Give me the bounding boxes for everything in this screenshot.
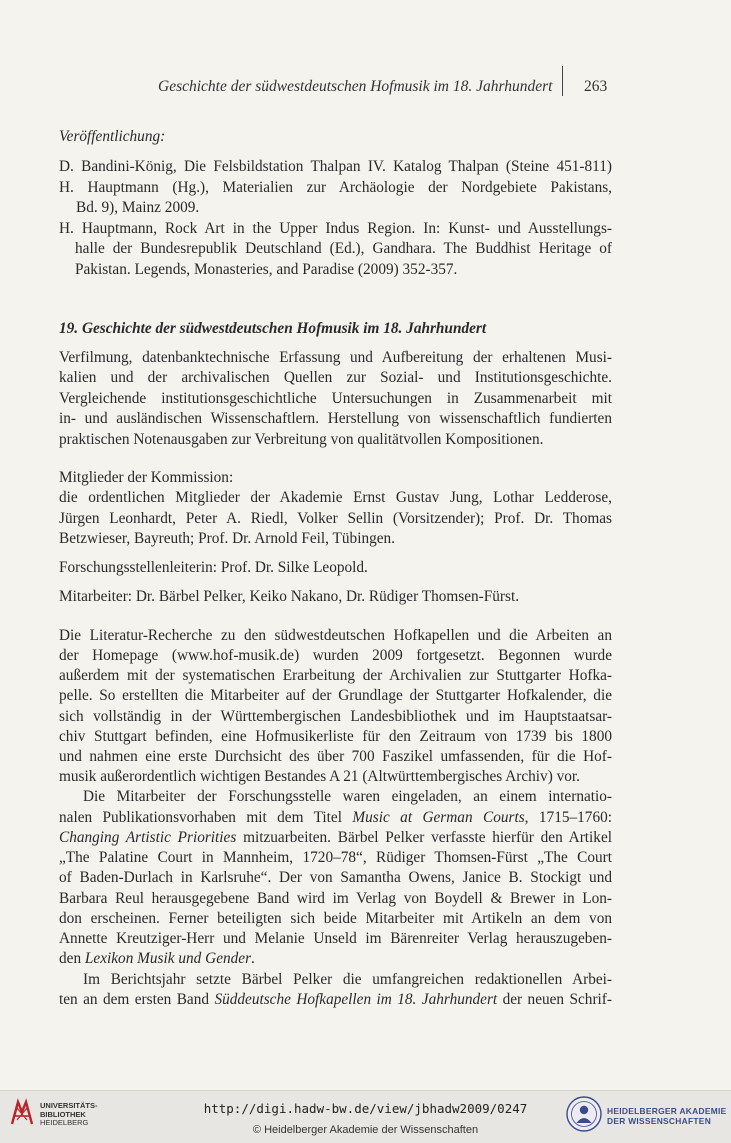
report-line: musik außerordentlich wichtigen Bestandes A 21 (Altwürttembergisches Archiv) vor. bbox=[59, 768, 580, 785]
report-line: und nahmen eine erste Durchsicht des über 700 Faszikel umfassenden, für die Hof- bbox=[59, 748, 612, 765]
description-line: kalien und der archivalischen Quellen zur Sozial- und Institutionsgeschichte. bbox=[59, 369, 612, 386]
publication-line: Pakistan. Legends, Monasteries, and Paradise (2009) 352-357. bbox=[75, 261, 458, 278]
report-line: Changing Artistic Priorities mitzuarbeiten. Bärbel Pelker verfasste hierfür den Artikel bbox=[59, 829, 613, 846]
report-line: „The Palatine Court in Mannheim, 1720–78“, Rüdiger Thomsen-Fürst „The Court bbox=[59, 849, 612, 866]
copyright-notice: © Heidelberger Akademie der Wissenschaften bbox=[252, 1124, 479, 1136]
research-lead: Forschungsstellenleiterin: Prof. Dr. Silke Leopold. bbox=[59, 559, 368, 576]
report-line: of Baden-Durlach in Karlsruhe“. Der von Samantha Owens, Janice B. Stockigt und bbox=[59, 869, 612, 886]
commission-line: Betzwieser, Bayreuth; Prof. Dr. Arnold Feil, Tübingen. bbox=[59, 530, 396, 547]
description-line: in- und ausländischen Wissenschaftlern. Herstellung von wissenschaftlich fundierten bbox=[59, 410, 612, 427]
report-line: Die Literatur-Recherche zu den südwestdeutschen Hofkapellen und die Arbeiten an bbox=[59, 627, 612, 644]
running-title: Geschichte der südwestdeutschen Hofmusik im 18. Jahrhundert bbox=[158, 78, 553, 95]
report-line: pelle. So erstellten die Mitarbeiter auf der Grundlage der Stuttgarter Hofkalender, die bbox=[59, 687, 612, 704]
commission-line: die ordentlichen Mitglieder der Akademie Ernst Gustav Jung, Lothar Ledderose, bbox=[59, 489, 612, 506]
header-rule bbox=[562, 66, 563, 96]
publication-line: H. Hauptmann (Hg.), Materialien zur Archäologie der Nordgebiete Pakistans, bbox=[59, 179, 612, 196]
publication-line: D. Bandini-König, Die Felsbildstation Thalpan IV. Katalog Thalpan (Steine 451-811) bbox=[59, 158, 612, 175]
lexicon-title: Lexikon Musik und Gender bbox=[84, 950, 252, 967]
report-line: nalen Publikationsvorhaben mit dem Titel Music at German Courts, 1715–1760: bbox=[59, 809, 612, 826]
description-line: Vergleichende institutionsgeschichtliche Untersuchungen in Zusammenarbeit mit bbox=[59, 390, 612, 407]
report-line: ten an dem ersten Band Süddeutsche Hofkapellen im 18. Jahrhundert der neuen Schrif- bbox=[59, 991, 612, 1008]
commission-line: Jürgen Leonhardt, Peter A. Riedl, Volker Sellin (Vorsitzender); Prof. Dr. Thomas bbox=[59, 510, 612, 527]
permalink-url[interactable]: http://digi.hadw-bw.de/view/jbhadw2009/0247 bbox=[203, 1101, 528, 1116]
academy-name[interactable]: HEIDELBERGER AKADEMIE DER WISSENSCHAFTEN bbox=[607, 1106, 727, 1126]
report-line: Annette Kreutziger-Herr und Melanie Unseld im Bärenreiter Verlag herauszugeben- bbox=[59, 930, 612, 947]
report-line: den Lexikon Musik und Gender. bbox=[59, 950, 255, 967]
book-subtitle: Changing Artistic Priorities bbox=[59, 829, 237, 846]
section-heading: 19. Geschichte der südwestdeutschen Hofmusik im 18. Jahrhundert bbox=[59, 320, 487, 337]
report-line: Im Berichtsjahr setzte Bärbel Pelker die umfangreichen redaktionellen Arbei- bbox=[83, 971, 612, 988]
description-line: praktischen Notenausgaben zur Verbreitung von qualitätvollen Kompositionen. bbox=[59, 431, 544, 448]
report-line: Die Mitarbeiter der Forschungsstelle waren eingeladen, an einem internatio- bbox=[83, 788, 612, 805]
commission-line: Mitglieder der Kommission: bbox=[59, 469, 234, 486]
report-line: der Homepage (www.hof-musik.de) wurden 2009 fortgesetzt. Begonnen wurde bbox=[59, 647, 612, 664]
report-line: Barbara Reul herausgegebene Band wird im Verlag von Boydell & Brewer in Lon- bbox=[59, 890, 612, 907]
publication-line: Bd. 9), Mainz 2009. bbox=[76, 199, 200, 216]
university-library-name[interactable]: UNIVERSITÄTS- BIBLIOTHEK HEIDELBERG bbox=[40, 1101, 98, 1127]
academy-seal-icon[interactable] bbox=[566, 1096, 602, 1132]
publications-label: Veröffentlichung: bbox=[59, 128, 166, 145]
series-title: Süddeutsche Hofkapellen im 18. Jahrhundert bbox=[214, 991, 498, 1008]
publication-line: halle der Bundesrepublik Deutschland (Ed.), Gandhara. The Buddhist Heritage of bbox=[75, 240, 612, 257]
description-line: Verfilmung, datenbanktechnische Erfassung und Aufbereitung der erhaltenen Musi- bbox=[59, 349, 612, 366]
page-number: 263 bbox=[584, 78, 608, 95]
report-line: sich vollständig in der Württembergischen Landesbibliothek und im Hauptstaatsar- bbox=[59, 708, 612, 725]
report-line: don erscheinen. Ferner beteiligten sich beide Mitarbeiter mit Artikeln an dem von bbox=[59, 910, 612, 927]
report-line: außerdem mit der systematischen Erarbeitung der Archivalien zur Stuttgarter Hofka- bbox=[59, 667, 612, 684]
publication-line: H. Hauptmann, Rock Art in the Upper Indus Region. In: Kunst- und Ausstellungs- bbox=[59, 220, 612, 237]
staff-line: Mitarbeiter: Dr. Bärbel Pelker, Keiko Nakano, Dr. Rüdiger Thomsen-Fürst. bbox=[59, 588, 520, 605]
report-line: chiv Stuttgart befinden, eine Hofmusikerliste für den Zeitraum von 1739 bis 1800 bbox=[59, 728, 612, 745]
book-title: Music at German Courts bbox=[352, 809, 525, 826]
